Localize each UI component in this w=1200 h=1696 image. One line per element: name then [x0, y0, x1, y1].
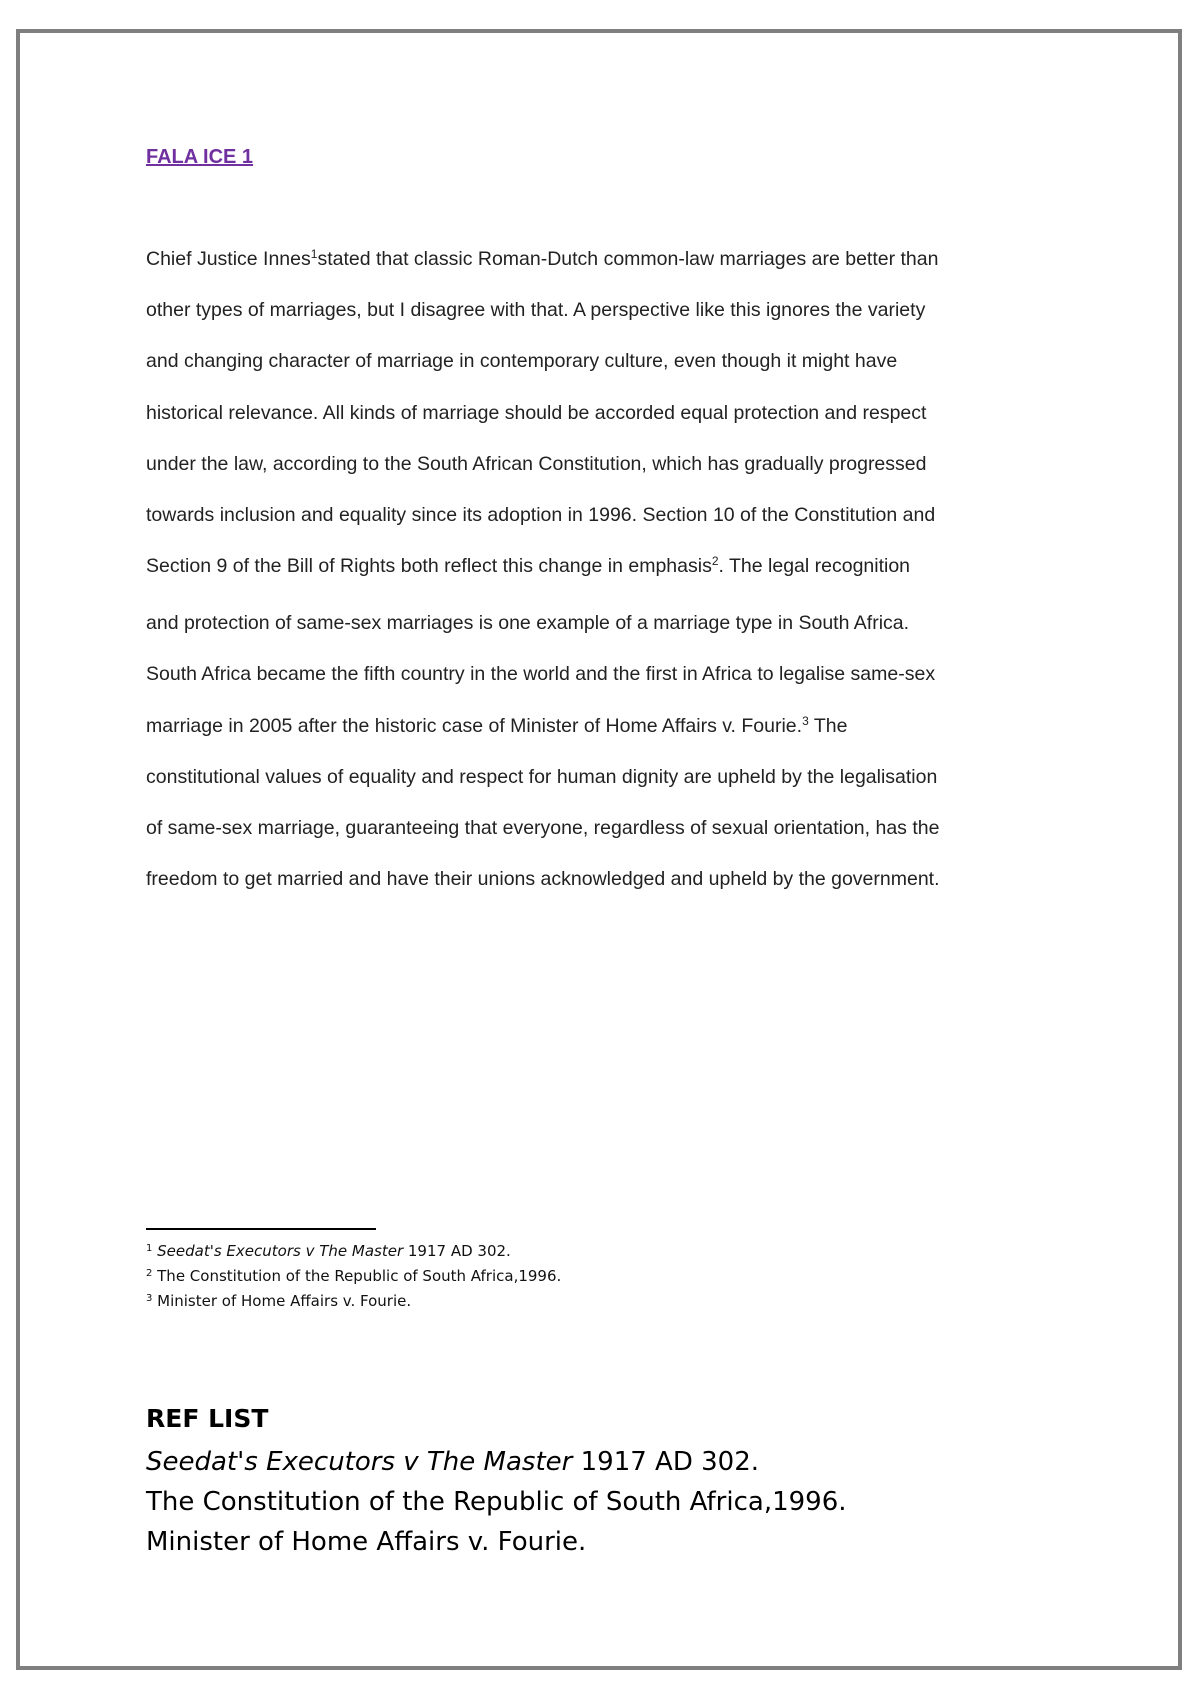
body-text-segment: . The legal recognition: [718, 555, 911, 578]
footnote-ref-2[interactable]: 2: [711, 554, 719, 569]
body-line-2: other types of marriages, but I disagree with that. A perspective like this ignores the variety: [146, 299, 926, 322]
footnote-1: [146, 1239, 561, 1264]
ref-item-1: [146, 1442, 847, 1482]
document-title: FALA ICE 1: [146, 146, 254, 168]
body-text-segment: stated that classic Roman-Dutch common-law marriages are better than: [317, 248, 939, 270]
body-line-4: historical relevance. All kinds of marriage should be accorded equal protection and respect: [146, 401, 927, 424]
ref-list: [146, 1442, 847, 1562]
footnote-ref-3[interactable]: 3: [802, 713, 809, 728]
body-text-segment: Chief Justice Innes: [146, 248, 311, 270]
footnote-2: [146, 1264, 561, 1289]
body-line-8: and protection of same-sex marriages is one example of a marriage type in South Africa.: [146, 612, 910, 635]
body-line-1: [146, 243, 1066, 294]
body-text-segment: The: [808, 714, 848, 737]
ref-list-title: REF LIST: [146, 1404, 269, 1433]
ref-case-name: Seedat's Executors v The Master: [146, 1447, 573, 1477]
footnote-text: The Constitution of the Republic of South Africa,1996.: [152, 1267, 562, 1285]
ref-item-2: The Constitution of the Republic of South Africa,1996.: [146, 1487, 847, 1517]
ref-item-3: Minister of Home Affairs v. Fourie.: [146, 1527, 587, 1557]
footnote-ref-1[interactable]: 1: [310, 247, 318, 261]
body-line-9: South Africa became the fifth country in the world and the first in Africa to legalise same-sex: [146, 663, 936, 686]
footnote-separator: [146, 1228, 376, 1230]
body-text-segment: marriage in 2005 after the historic case of Minister of Home Affairs v. Fourie.: [146, 714, 803, 737]
footnote-citation: 1917 AD 302.: [403, 1242, 511, 1260]
footnote-3: [146, 1289, 561, 1314]
body-paragraph: [146, 243, 1066, 914]
body-line-3: and changing character of marriage in contemporary culture, even though it might have: [146, 350, 898, 373]
body-line-12: of same-sex marriage, guaranteeing that everyone, regardless of sexual orientation, has the: [146, 816, 940, 839]
ref-citation: 1917 AD 302.: [572, 1447, 760, 1477]
body-line-6: towards inclusion and equality since its adoption in 1996. Section 10 of the Constitution and: [146, 503, 936, 526]
footnote-number: 2: [146, 1268, 153, 1279]
body-line-10: [146, 710, 1066, 761]
footnote-number: 1: [146, 1243, 153, 1254]
body-line-13: freedom to get married and have their unions acknowledged and upheld by the government.: [146, 868, 940, 891]
footnotes: [146, 1239, 561, 1314]
body-line-7: [146, 550, 1066, 607]
footnote-text: Minister of Home Affairs v. Fourie.: [152, 1292, 412, 1310]
footnote-number: 3: [146, 1293, 153, 1304]
footnote-case-name: Seedat's Executors v The Master: [157, 1242, 404, 1260]
body-text-segment: Section 9 of the Bill of Rights both reflect this change in emphasis: [146, 555, 712, 578]
body-line-11: constitutional values of equality and respect for human dignity are upheld by the legalisation: [146, 765, 938, 788]
body-line-5: under the law, according to the South African Constitution, which has gradually progressed: [146, 452, 927, 475]
